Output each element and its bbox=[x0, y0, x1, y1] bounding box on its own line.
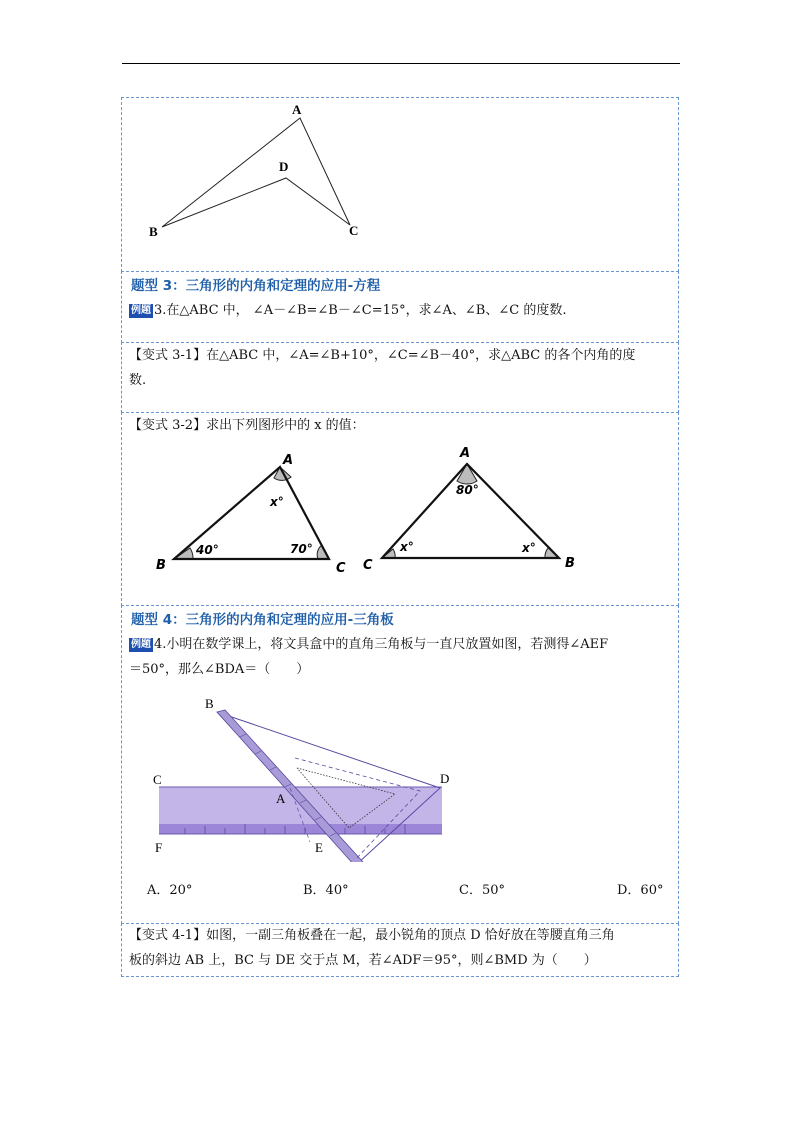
quad-outline bbox=[162, 118, 350, 227]
topic-3-heading: 题型 3：三角形的内角和定理的应用-方程 bbox=[131, 278, 381, 294]
set-square-edge bbox=[217, 710, 363, 862]
example-tag: 例题 bbox=[131, 305, 151, 316]
tri1-angle-a: x° bbox=[270, 495, 284, 509]
variant-3-1-line-1: 【变式 3-1】在△ABC 中，∠A=∠B+10°，∠C=∠B－40°，求△ABC 的各个内角的度 bbox=[129, 348, 636, 363]
tri2-vertex-b: B bbox=[565, 556, 575, 571]
example-tag: 例题 bbox=[131, 639, 151, 650]
figure-quadrilateral bbox=[140, 100, 380, 242]
fig4-label-c: C bbox=[153, 772, 162, 787]
header-rule bbox=[122, 63, 680, 64]
point-c-label: C bbox=[349, 223, 359, 238]
option-a[interactable]: A．20° bbox=[147, 883, 193, 898]
example-3-text: 3.在△ABC 中， ∠A－∠B=∠B－∠C=15°，求∠A、∠B、∠C 的度数. bbox=[154, 303, 567, 318]
example-4-line-1 bbox=[129, 631, 608, 659]
figure-triangle-1 bbox=[150, 447, 360, 577]
tri1-angle-b: 40° bbox=[196, 543, 219, 557]
tri1-vertex-a: A bbox=[283, 453, 294, 468]
fig4-label-b: B bbox=[205, 696, 214, 711]
fig4-label-e: E bbox=[315, 840, 323, 855]
variant-4-1-line-2: 板的斜边 AB 上，BC 与 DE 交于点 M，若∠ADF＝95°，则∠BMD 为（ ） bbox=[129, 953, 597, 968]
tri1-angle-c: 70° bbox=[290, 542, 313, 556]
topic-4-heading: 题型 4：三角形的内角和定理的应用-三角板 bbox=[131, 612, 394, 628]
figure-triangle-2 bbox=[360, 443, 590, 578]
tri1-vertex-b: B bbox=[156, 558, 166, 573]
variant-4-1-line-1: 【变式 4-1】如图，一副三角板叠在一起，最小锐角的顶点 D 恰好放在等腰直角三角 bbox=[129, 928, 615, 943]
tri2-angle-a: 80° bbox=[456, 483, 479, 497]
tri2-angle-c: x° bbox=[400, 540, 414, 554]
fig4-label-a: A bbox=[276, 791, 286, 806]
point-a-label: A bbox=[292, 102, 302, 117]
point-d-label: D bbox=[279, 159, 289, 174]
fig4-label-f: F bbox=[155, 840, 163, 855]
example-4-line-2: ＝50°，那么∠BDA＝（ ） bbox=[129, 662, 310, 677]
example-4-text-1: 4.小明在数学课上，将文具盒中的直角三角板与一直尺放置如图，若测得∠AEF bbox=[154, 637, 609, 652]
tri1-vertex-c: C bbox=[336, 561, 346, 576]
fig4-label-d: D bbox=[440, 771, 450, 786]
option-b[interactable]: B．40° bbox=[303, 883, 349, 898]
tri2-vertex-c: C bbox=[363, 558, 373, 573]
option-d[interactable]: D．60° bbox=[617, 883, 664, 898]
figure-set-square-ruler bbox=[145, 692, 475, 862]
example-3 bbox=[129, 297, 566, 325]
variant-3-2-text: 【变式 3-2】求出下列图形中的 x 的值： bbox=[129, 418, 365, 433]
point-b-label: B bbox=[149, 224, 158, 239]
tri2-vertex-a: A bbox=[460, 446, 471, 461]
variant-3-1-line-2: 数. bbox=[129, 373, 147, 388]
tri2-angle-b: x° bbox=[522, 541, 536, 555]
option-c[interactable]: C．50° bbox=[459, 883, 505, 898]
